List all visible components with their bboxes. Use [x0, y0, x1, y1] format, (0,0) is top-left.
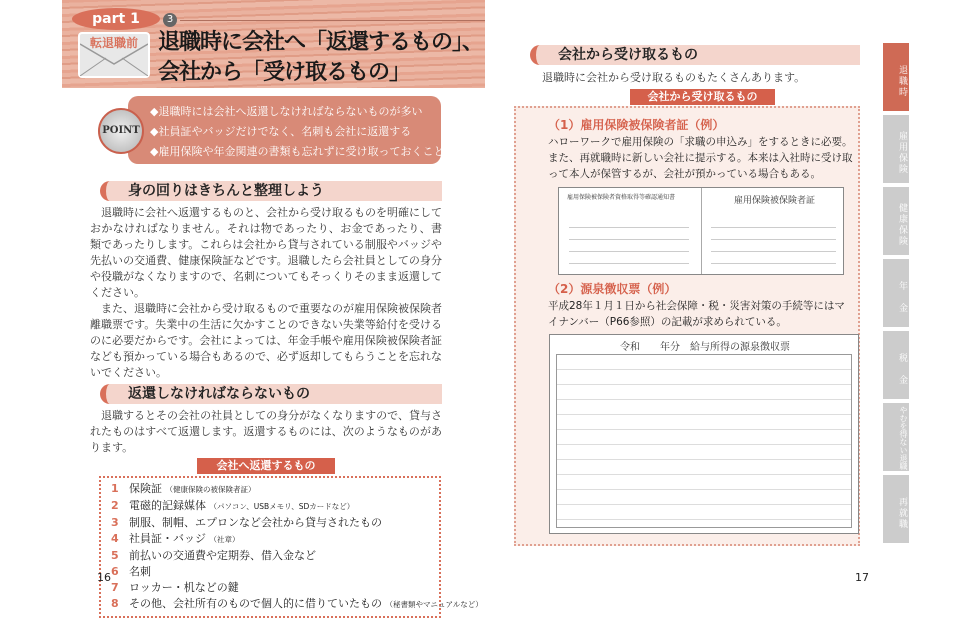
- body-paragraph: 退職時に会社から受け取るものもたくさんあります。: [542, 71, 806, 84]
- left-column: [90, 181, 483, 618]
- tab-health-insurance[interactable]: 健康保険: [883, 187, 909, 255]
- tab-reemployment[interactable]: 再就職: [883, 475, 909, 543]
- divider: [180, 20, 485, 21]
- insurance-card-form-image: [558, 187, 844, 275]
- subsection-title: （2）源泉徴収票（例）: [548, 282, 677, 296]
- section-heading: 返還しなければならないもの: [100, 384, 442, 404]
- form-label: 雇用保険被保険者証: [734, 196, 816, 206]
- subsection-title: （1）雇用保険被保険者証（例）: [548, 118, 725, 132]
- page-number-right: 17: [855, 571, 869, 584]
- point-item: ◆社員証やバッジだけでなく、名刺も会社に返還する: [150, 125, 412, 138]
- list-item: 7 ロッカー・机などの鍵: [111, 581, 239, 594]
- subsection-text: 平成28年１月１日から社会保障・税・災害対策の手続等にはマイナンバー（P66参照）の記載が求められている。: [548, 300, 845, 328]
- subsection-text: ハローワークで雇用保険の「求職の申込み」をするときに必要。また、再就職時に新しい会社に提示する。本来は入社時に受け取って本人が保管するが、会社が預かっている場合もある。: [548, 136, 853, 180]
- list-item: 6 名刺: [111, 565, 151, 578]
- point-item: ◆退職時には会社へ返還しなければならないものが多い: [150, 105, 423, 118]
- list-item: 8 その他、会社所有のもので個人的に借りていたもの （秘書類やマニュアルなど）: [111, 597, 483, 610]
- part-label: part 1: [72, 8, 160, 30]
- body-paragraph: また、退職時に会社から受け取るもので重要なのが雇用保険被保険者離職票です。失業中の生活に欠かすことのできない失業等給付を受けるのに必要だからです。会社によっては、年金手帳や雇用保険被保険者証なども預かっている場合もあるので、必ず返却してもらうことを忘れないでください。: [90, 302, 442, 379]
- withholding-slip-form-image: [549, 334, 859, 534]
- list-item: 3 制服、制帽、エプロンなど会社から貸与されたもの: [111, 516, 382, 529]
- list-item: 4 社員証・バッジ （社章）: [111, 532, 240, 545]
- section-heading: 会社から受け取るもの: [530, 45, 860, 65]
- category-label: 転退職前: [89, 36, 138, 50]
- tab-retirement[interactable]: 退職時: [883, 43, 909, 111]
- list-item: 1 保険証 （健康保険の被保険者証）: [111, 482, 256, 495]
- body-paragraph: 退職時に会社へ返還するものと、会社から受け取るものを明確にしておかなければなりません。それは物であったり、お金であったり、書類であったりします。これらは会社から貸与されている制服やバッジや先払いの交通費、健康保険証などです。退職したら会社員としての身分や役職がなくなりますので、名刺についてもそっくりそのまま返還してください。: [90, 206, 442, 299]
- title-line: 退職時に会社へ「返還するもの」、: [158, 30, 484, 55]
- tab-employment-insurance[interactable]: 雇用保険: [883, 115, 909, 183]
- list-tag: 会社へ返還するもの: [197, 458, 335, 474]
- form-label: 雇用保険被保険者資格取得等確認通知書: [567, 194, 676, 201]
- section-number: 3: [163, 13, 177, 27]
- return-items-list: [99, 476, 483, 618]
- list-item: 5 前払いの交通費や定期券、借入金など: [111, 549, 316, 562]
- tab-tax[interactable]: 税 金: [883, 331, 909, 399]
- point-badge: POINT: [98, 108, 144, 154]
- point-item: ◆雇用保険や年金関連の書類も忘れずに受け取っておくこと: [150, 145, 445, 158]
- body-paragraph: 退職するとその会社の社員としての身分がなくなりますので、貸与されたものはすべて返還します。返還するものには、次のようなものがあります。: [90, 409, 442, 454]
- page-number-left: 16: [97, 571, 111, 584]
- list-tag: 会社から受け取るもの: [630, 89, 775, 105]
- receive-items-box: [514, 106, 860, 546]
- section-heading: 身の回りはきちんと整理しよう: [100, 181, 442, 201]
- tab-unavoidable-retirement[interactable]: やむを得ない退職: [883, 403, 909, 471]
- page-title: [158, 28, 483, 88]
- list-item: 2 電磁的記録媒体 （パソコン、USBメモリ、SDカードなど）: [111, 499, 355, 512]
- tab-pension[interactable]: 年 金: [883, 259, 909, 327]
- form-label: 令和 年分 給与所得の源泉徴収票: [620, 342, 790, 353]
- title-line: 会社から「受け取るもの」: [158, 60, 411, 85]
